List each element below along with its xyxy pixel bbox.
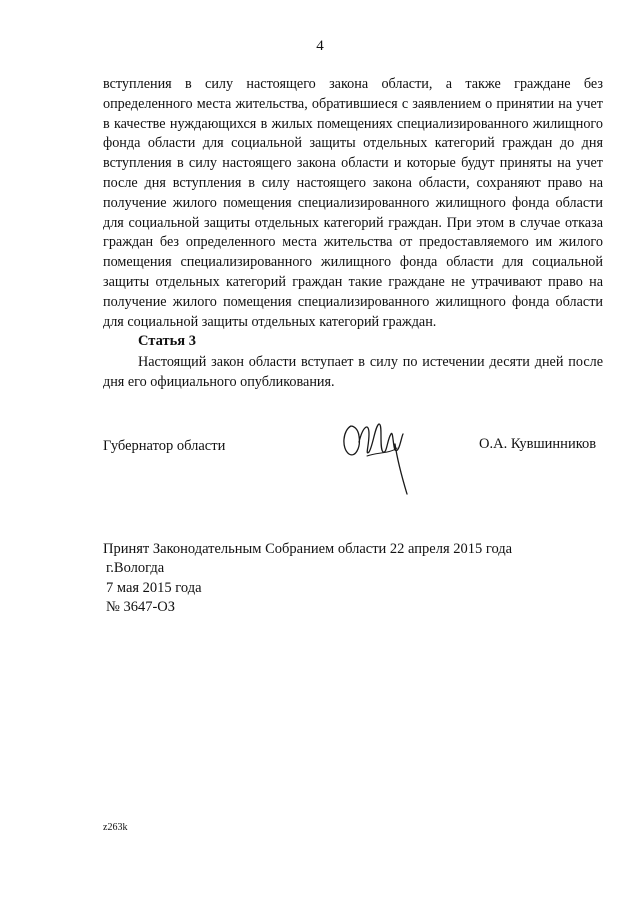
footer-code: z263k	[103, 822, 128, 833]
law-number: № 3647-ОЗ	[106, 599, 176, 615]
article-text: Настоящий закон области вступает в силу по истечении десяти дней после дня его официального опубликования.	[103, 354, 603, 390]
adoption-statement: Принят Законодательным Собранием области 22 апреля 2015 года	[103, 541, 513, 557]
governor-title: Губернатор области	[103, 438, 226, 454]
page-number: 4	[316, 38, 324, 54]
main-paragraph: вступления в силу настоящего закона области, а также граждане без определенного места жительства, обратившиеся с заявлением о принятии на учет в качестве нуждающихся в жилых помещениях специализированного жилищного фонда области для социальной защиты отдельных категорий граждан до дня вступления в силу настоящего закона области и которые будут приняты на учет после дня вступления в силу настоящего закона области, сохраняют право на получение жилого помещения специализированного жилищного фонда области для социальной защиты отдельных категорий граждан. При этом в случае отказа граждан без определенного места жительства от предоставляемого им жилого помещения специализированного жилищного фонда области для социальной защиты отдельных категорий граждан такие граждане не утрачивают право на получение жилого помещения специализированного жилищного фонда области для социальной защиты отдельных категорий граждан.	[103, 76, 603, 330]
adoption-place: г.Вологда	[106, 560, 165, 576]
governor-name: О.А. Кувшинников	[479, 436, 597, 452]
article-heading: Статья 3	[138, 333, 196, 349]
handwritten-signature	[337, 412, 417, 497]
adoption-date: 7 мая 2015 года	[106, 580, 202, 596]
